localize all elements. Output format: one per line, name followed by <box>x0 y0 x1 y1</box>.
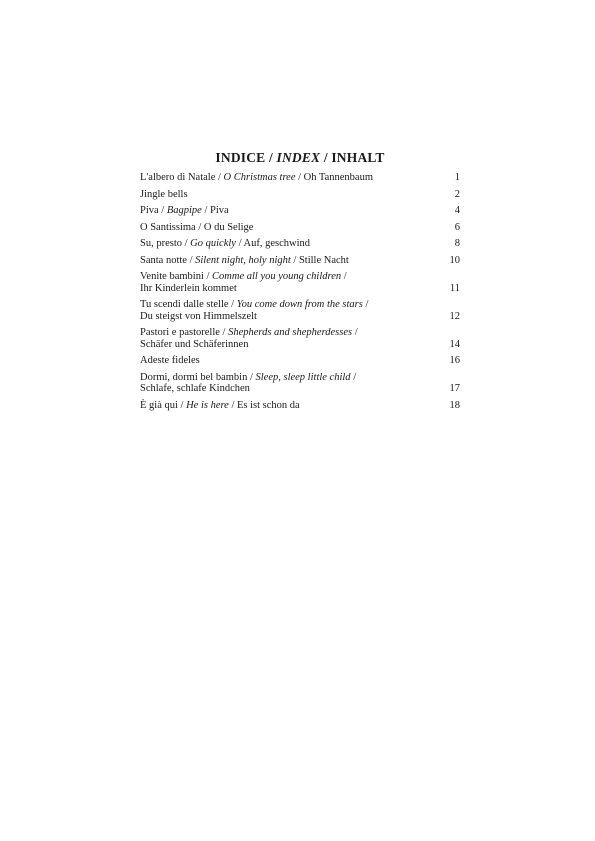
entry-title-text: Jingle bells <box>140 188 188 200</box>
entry-title-text: Pastori e pastorelle / <box>140 327 229 338</box>
entry-title-text: / Es ist schon da <box>228 399 300 411</box>
entry-title-line <box>140 383 436 395</box>
index-title-english: INDEX <box>276 150 321 165</box>
entry-page-number: 10 <box>449 254 460 266</box>
entry-title-text: Piva / <box>140 205 167 216</box>
entry-title-english: O Christmas tree <box>223 172 296 183</box>
index-title <box>140 150 460 166</box>
index-title-german: / INHALT <box>320 150 385 165</box>
entry-title-text: O Santissima / O du Selige <box>140 221 254 233</box>
entry-title-text: Tu scendi dalle stelle / <box>140 299 237 310</box>
entry-title-text: Schäfer und Schäferinnen <box>140 338 249 350</box>
entry-title-text: L'albero di Natale / <box>140 172 224 183</box>
index-entry <box>140 372 460 395</box>
entry-page-number: 17 <box>449 383 460 394</box>
entry-title-english: Comme all you young children <box>212 271 342 282</box>
entry-page-number: 8 <box>454 238 460 249</box>
index-entry <box>140 355 460 367</box>
index-entry <box>140 400 460 412</box>
entry-title-text: Dormi, dormi bel bambin / <box>140 371 256 383</box>
entry-title-text: / Piva <box>201 205 229 216</box>
entry-page-number: 2 <box>454 188 460 200</box>
entry-title-text: / <box>350 371 357 383</box>
index-title-italian: INDICE / <box>215 150 277 165</box>
entry-title-text: Adeste fideles <box>140 355 200 366</box>
entry-title-english: You come down from the stars <box>236 299 363 310</box>
entry-title-line <box>140 299 436 311</box>
entry-title-line <box>140 372 436 384</box>
entry-title-line <box>140 327 436 339</box>
entry-title-text: Santa notte / <box>140 254 196 266</box>
entry-title-text: Du steigst von Himmelszelt <box>140 310 257 322</box>
entry-title-english: Sleep, sleep little child <box>255 371 351 383</box>
index-entry <box>140 172 460 184</box>
entry-title-line <box>140 271 436 283</box>
entry-title-text: Venite bambini / <box>140 271 213 282</box>
entry-page-number: 18 <box>449 399 460 411</box>
entry-page-number: 11 <box>449 282 460 294</box>
entry-title-english: Go quickly <box>190 238 236 249</box>
entry-title-text: È già qui / <box>140 399 187 411</box>
index-entry <box>140 327 460 350</box>
index-entry <box>140 271 460 294</box>
entry-title-text: / <box>352 327 358 338</box>
entry-title-line <box>140 400 436 412</box>
entry-title-text: / Auf, geschwind <box>235 238 311 249</box>
entry-title-line <box>140 205 436 217</box>
entry-title-line <box>140 172 436 184</box>
entry-title-english: He is here <box>186 399 229 411</box>
entry-page-number: 14 <box>449 338 460 350</box>
index-entry <box>140 222 460 234</box>
entry-title-text: Schlafe, schlafe Kindchen <box>140 383 250 394</box>
index-entry <box>140 189 460 201</box>
index-block <box>140 150 460 416</box>
entry-title-text: / <box>362 299 369 310</box>
entry-title-text: Ihr Kinderlein kommet <box>140 282 237 294</box>
index-entries <box>140 172 460 411</box>
index-entry <box>140 255 460 267</box>
entry-title-line <box>140 283 436 295</box>
entry-title-text: / Oh Tannenbaum <box>295 172 373 183</box>
entry-page-number: 4 <box>454 205 460 216</box>
entry-title-text: Su, presto / <box>140 238 191 249</box>
entry-title-line <box>140 355 436 367</box>
entry-title-english: Silent night, holy night <box>195 254 291 266</box>
entry-page-number: 12 <box>449 310 460 322</box>
entry-title-line <box>140 255 436 267</box>
entry-title-line <box>140 339 436 351</box>
entry-title-line <box>140 311 436 323</box>
entry-title-text: / <box>341 271 347 282</box>
entry-title-english: Bagpipe <box>166 205 202 216</box>
entry-title-line <box>140 238 436 250</box>
entry-title-line <box>140 189 436 201</box>
entry-title-line <box>140 222 436 234</box>
index-entry <box>140 238 460 250</box>
index-entry <box>140 205 460 217</box>
entry-title-english: Shepherds and shepherdesses <box>228 327 353 338</box>
entry-page-number: 16 <box>449 355 460 366</box>
index-entry <box>140 299 460 322</box>
entry-page-number: 1 <box>454 172 460 183</box>
entry-title-text: / Stille Nacht <box>290 254 349 266</box>
entry-page-number: 6 <box>454 221 460 233</box>
